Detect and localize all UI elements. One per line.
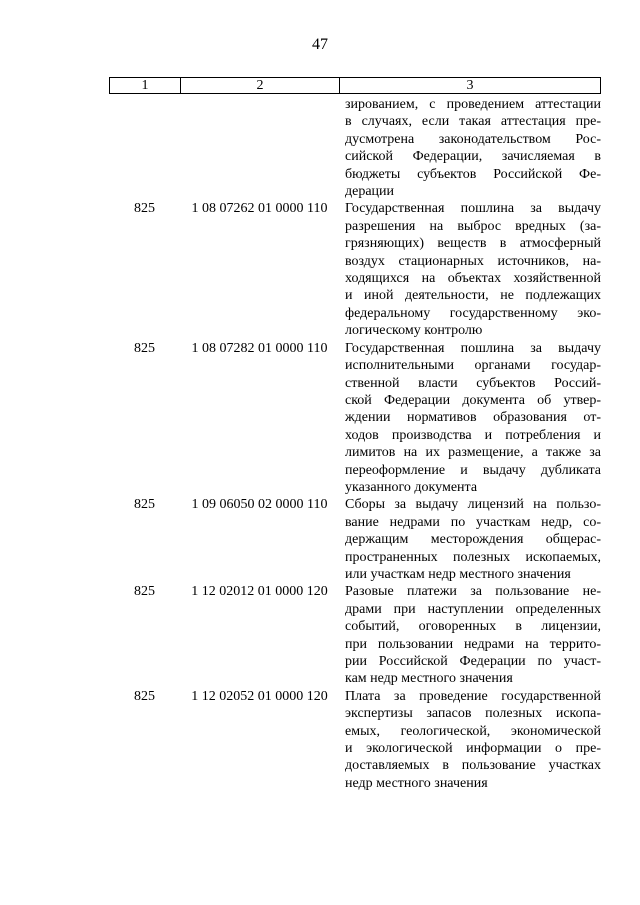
description-line: и иной деятельности, не подлежащих [345, 288, 601, 304]
description-line: ской Федерации документа об утвер- [345, 392, 601, 408]
description-line: воздух стационарных источников, на- [345, 253, 601, 269]
description-line: событий, оговоренных в лицензии, [345, 619, 601, 635]
admin-code-cell: 825 [134, 497, 155, 513]
page-number: 47 [312, 36, 328, 53]
description-line: или участкам недр местного значения [345, 566, 571, 582]
description-line: ственной власти субъектов Россий- [345, 375, 601, 391]
table-row [109, 200, 601, 339]
admin-code-cell: 825 [134, 584, 155, 600]
description-line: в случаях, если такая аттестация пре- [345, 114, 601, 130]
description-line: Государственная пошлина за выдачу [345, 201, 601, 217]
description-line: сийской Федерации, зачисляемая в [345, 149, 601, 165]
description-cell [345, 96, 601, 200]
revenue-code-cell: 1 08 07262 01 0000 110 [191, 201, 328, 217]
description-line: зированием, с проведением аттестации [345, 97, 601, 112]
table-row [109, 96, 601, 200]
table-row [109, 496, 601, 583]
table-row [109, 688, 601, 792]
description-line: лимитов на их размещение, а также за [345, 445, 601, 461]
header-cell-2: 2 [181, 78, 340, 93]
table-header-row [109, 77, 601, 94]
description-line: Плата за проведение государственной [345, 688, 601, 704]
header-cell-3: 3 [466, 78, 474, 93]
description-line: экспертизы запасов полезных ископа- [345, 706, 601, 722]
description-line: и экологической информации о пре- [345, 741, 601, 757]
description-line: при пользовании недрами на террито- [345, 636, 601, 652]
admin-code-cell: 825 [134, 688, 155, 704]
description-line: федеральному государственному эко- [345, 305, 601, 321]
description-line: ждении нормативов образования от- [345, 410, 601, 426]
description-line: Государственная пошлина за выдачу [345, 340, 601, 356]
description-line: бюджеты субъектов Российской Фе- [345, 166, 601, 182]
description-line: доставляемых в пользование участках [345, 758, 601, 774]
revenue-code-cell [180, 96, 339, 200]
table-row [109, 340, 601, 497]
admin-code-cell: 825 [134, 340, 155, 356]
table-body [109, 96, 601, 792]
description-line: пространенных полезных ископаемых, [345, 549, 601, 565]
description-line: драми при наступлении определенных [345, 601, 601, 617]
description-line: держащим месторождения общерас- [345, 532, 601, 548]
description-line: переоформление и выдачу дубликата [345, 462, 601, 478]
description-cell [345, 583, 601, 687]
description-line: грязняющих) веществ в атмосферный [345, 236, 601, 252]
header-cell-1: 1 [110, 78, 181, 93]
description-line: недр местного значения [345, 775, 488, 791]
description-line: ходящихся на объектах хозяйственной [345, 271, 601, 287]
revenue-code-cell: 1 12 02052 01 0000 120 [191, 688, 328, 704]
description-cell [345, 200, 601, 339]
description-line: вание недрами по участкам недр, со- [345, 514, 601, 530]
description-line: кам недр местного значения [345, 671, 513, 687]
description-cell [345, 496, 601, 583]
table-row [109, 583, 601, 687]
description-line: дусмотрена законодательством Рос- [345, 131, 601, 147]
revenue-code-cell: 1 12 02012 01 0000 120 [191, 584, 328, 600]
description-line: указанного документа [345, 479, 478, 495]
admin-code-cell: 825 [134, 201, 155, 217]
description-line: Разовые платежи за пользование не- [345, 584, 601, 600]
revenue-code-cell: 1 09 06050 02 0000 110 [191, 497, 328, 513]
description-cell [345, 688, 601, 792]
admin-code-cell [109, 96, 180, 200]
description-line: рии Российской Федерации по участ- [345, 654, 601, 669]
description-line: исполнительными органами государ- [345, 358, 601, 374]
description-line: дерации [345, 184, 395, 200]
description-cell [345, 340, 601, 497]
description-line: емых, геологической, экономической [345, 723, 601, 739]
description-line: разрешения на выброс вредных (за- [345, 218, 601, 234]
revenue-code-cell: 1 08 07282 01 0000 110 [191, 340, 328, 356]
description-line: ходов производства и потребления и [345, 427, 601, 443]
description-line: Сборы за выдачу лицензий на пользо- [345, 497, 601, 513]
description-line: логическому контролю [345, 323, 483, 339]
